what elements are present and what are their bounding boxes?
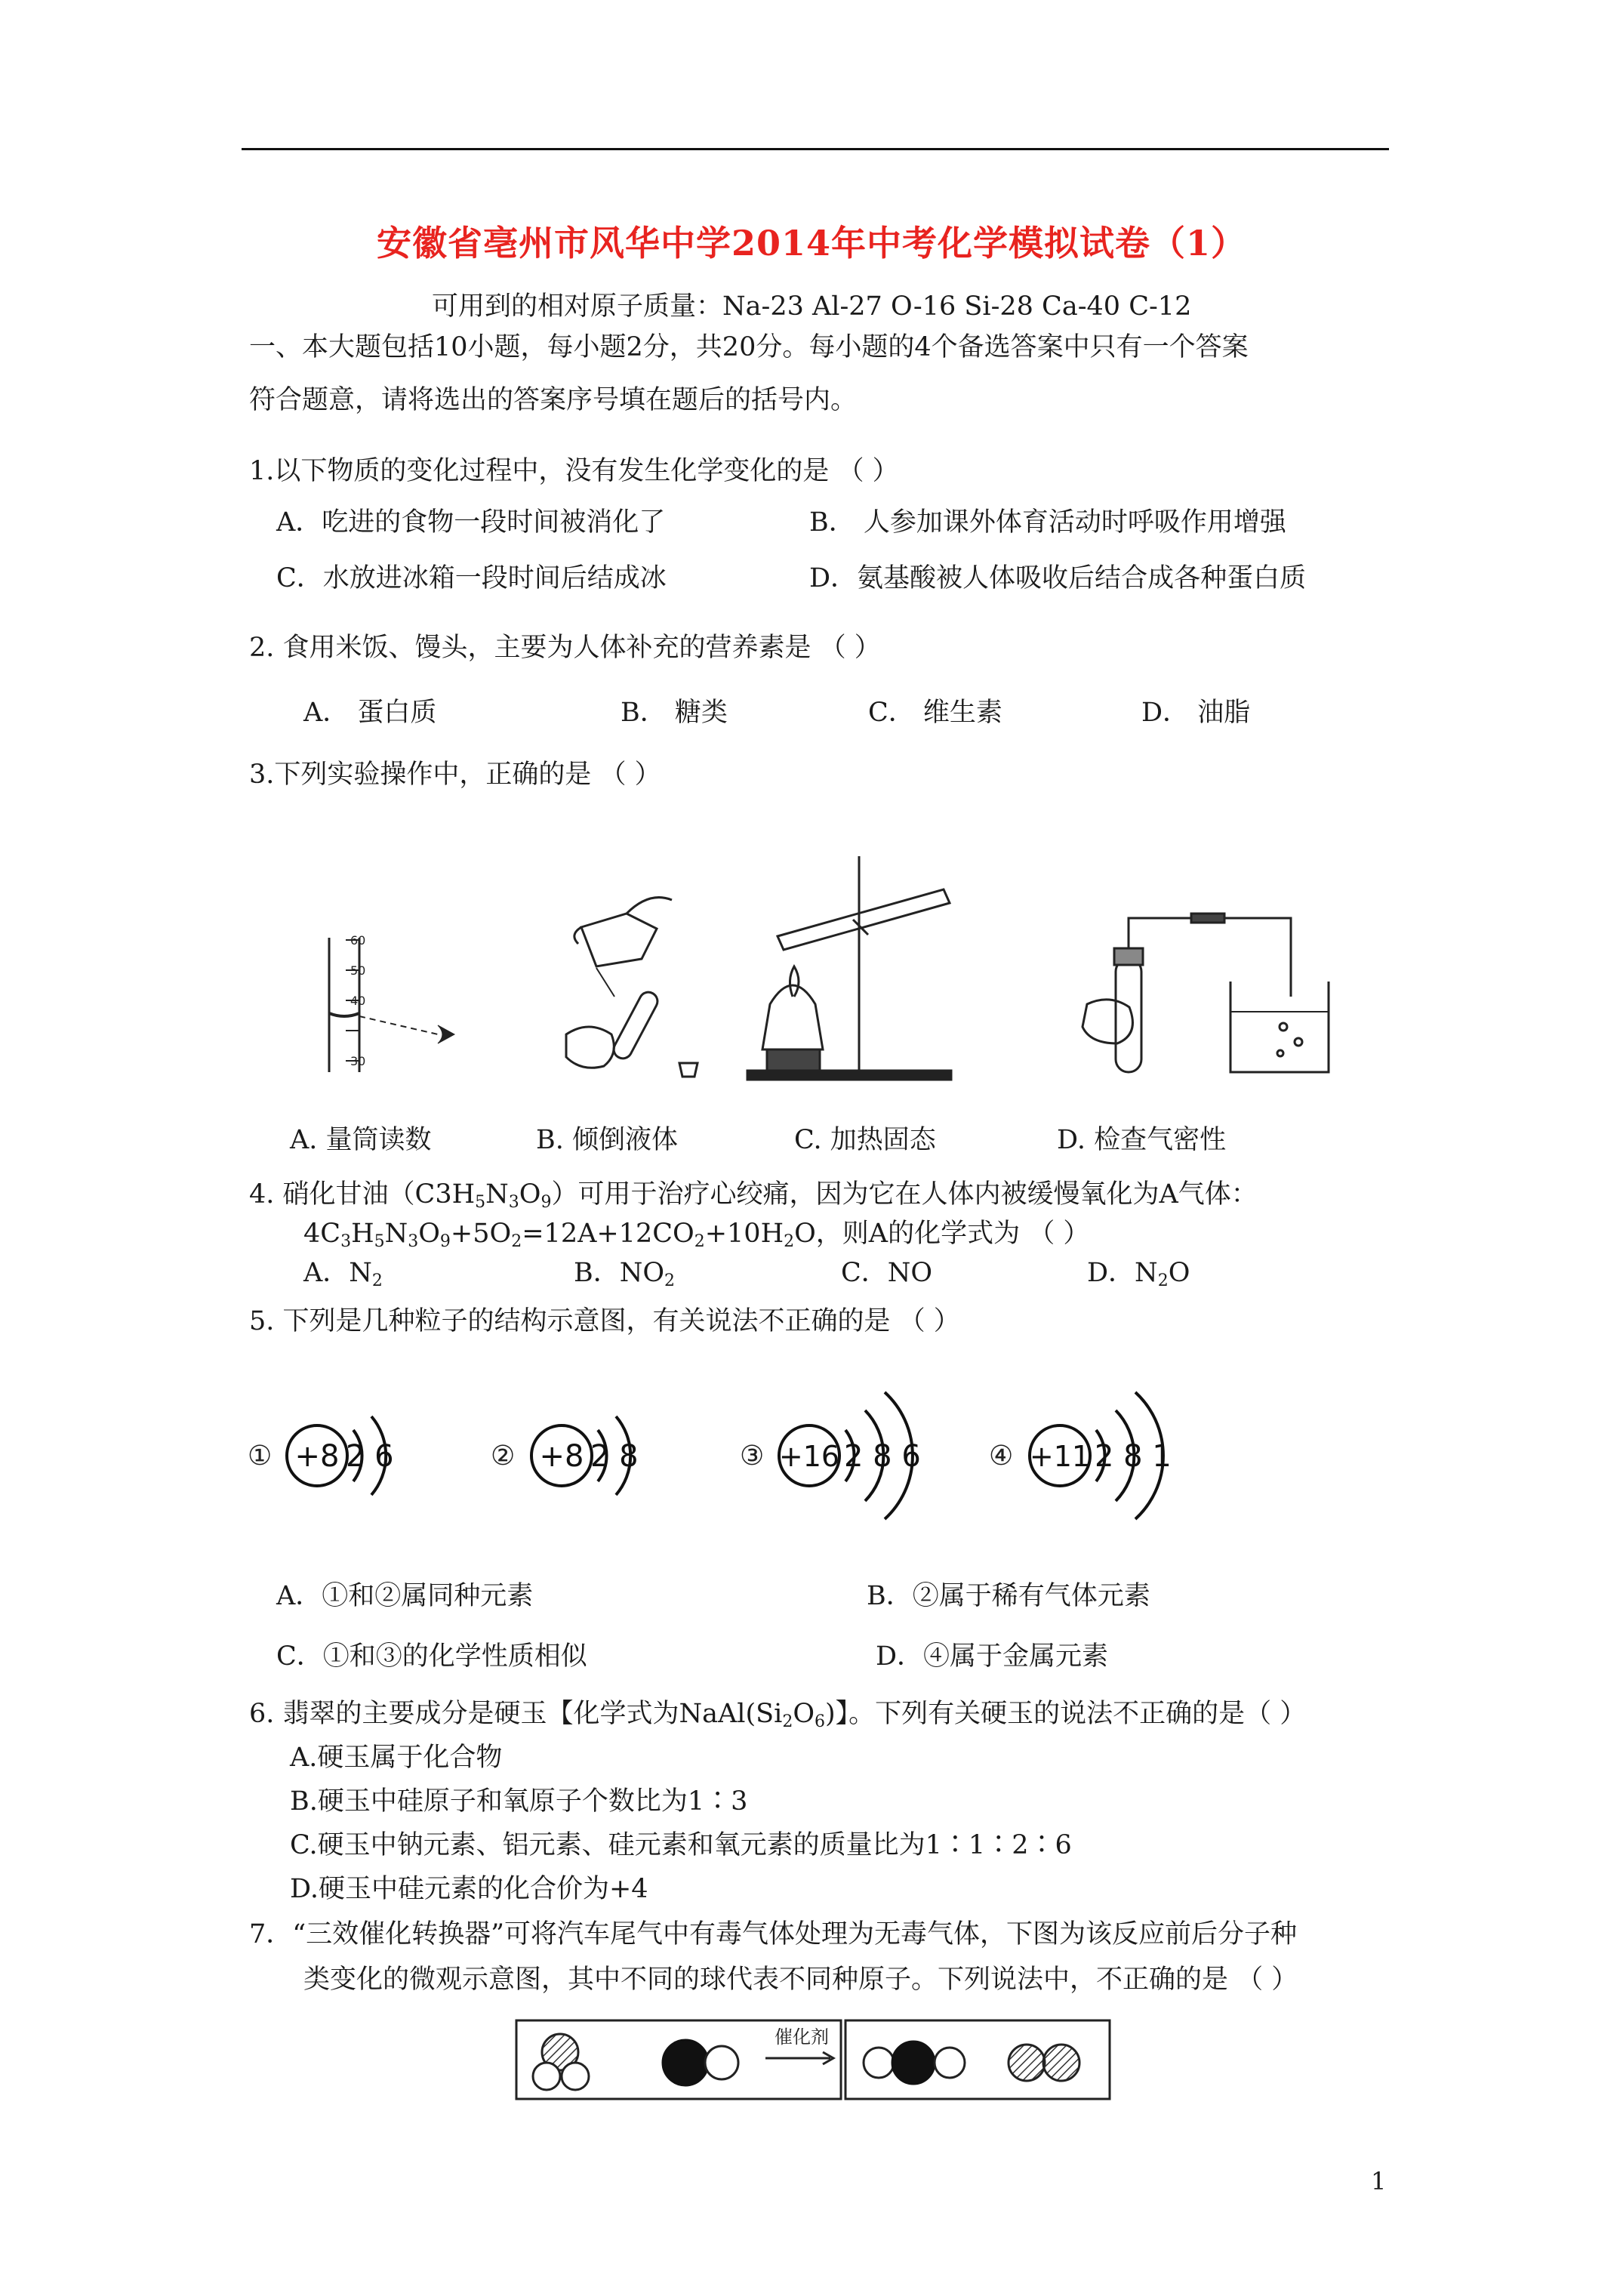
q3-apparatus-figure	[249, 846, 1366, 1095]
particle-structure-4	[989, 1392, 1172, 1519]
q6-option-c: C.硬玉中钠元素、铝元素、硅元素和氧元素的质量比为1∶1∶2∶6	[290, 1830, 1072, 1860]
q1-stem: 1.以下物质的变化过程中，没有发生化学变化的是 （ ）	[249, 456, 899, 486]
svg-text:2 8: 2 8	[590, 1439, 639, 1474]
q5-option-c: C．①和③的化学性质相似	[276, 1641, 587, 1672]
q5-option-a: A．①和②属同种元素	[276, 1581, 534, 1611]
q1-option-a: A．吃进的食物一段时间被消化了	[276, 507, 666, 538]
svg-text:+11: +11	[1029, 1440, 1091, 1473]
q2-option-a: A． 蛋白质	[303, 698, 437, 728]
q5-atomic-structures-figure	[242, 1367, 1223, 1548]
q4-option-a: A．$N_2$	[303, 1258, 383, 1290]
svg-text:③: ③	[740, 1441, 765, 1472]
svg-text:+8: +8	[294, 1439, 340, 1474]
svg-text:+8: +8	[539, 1439, 584, 1474]
cylinder-tick-40: 40	[350, 994, 366, 1008]
atomic-masses: 可用到的相对原子质量：Na-23 Al-27 O-16 Si-28 Ca-40 C-12	[432, 291, 1192, 322]
q4-option-b: B．$NO_2$	[574, 1258, 676, 1290]
q1-option-c: C．水放进冰箱一段时间后结成冰	[276, 563, 667, 593]
page-title: 安徽省亳州市风华中学2014年中考化学模拟试卷（1）	[376, 223, 1247, 264]
header-rule	[242, 148, 1389, 150]
q6-option-b: B.硬玉中硅原子和氧原子个数比为1∶3	[290, 1786, 748, 1817]
q5-stem: 5. 下列是几种粒子的结构示意图，有关说法不正确的是 （ ）	[249, 1306, 960, 1336]
cylinder-tick-50: 50	[350, 963, 366, 978]
q3-option-d: D. 检查气密性	[1057, 1125, 1227, 1155]
q3-option-a: A. 量筒读数	[290, 1125, 432, 1155]
svg-text:+16: +16	[778, 1440, 840, 1473]
section-instructions-line2: 符合题意，请将选出的答案序号填在题后的括号内。	[249, 385, 858, 415]
q4-equation: $4C_3H_5N_3O_9+5O_2=12A+12CO_2+10H_2O$，则A的化学式为 （ ）	[303, 1219, 1090, 1251]
q3-option-b: B. 倾倒液体	[536, 1125, 678, 1155]
pouring-liquid-diagram	[566, 898, 698, 1077]
q1-option-d: D．氨基酸被人体吸收后结合成各种蛋白质	[809, 563, 1307, 593]
q5-option-d: D．④属于金属元素	[876, 1641, 1109, 1672]
q7-stem-line1: 7．“三效催化转换器”可将汽车尾气中有毒气体处理为无毒气体，下图为该反应前后分子种	[249, 1919, 1298, 1949]
q2-option-c: C． 维生素	[868, 698, 1002, 728]
q7-stem-line2: 类变化的微观示意图，其中不同的球代表不同种原子。下列说法中，不正确的是 （ ）	[303, 1965, 1298, 1995]
q7-reaction-diagram	[513, 2008, 1117, 2106]
product-molecules	[864, 2042, 1079, 2084]
cylinder-tick-60: 60	[350, 933, 366, 948]
section-instructions-line1: 一、本大题包括10小题，每小题2分，共20分。每小题的4个备选答案中只有一个答案	[249, 332, 1249, 362]
svg-text:2 8 1: 2 8 1	[1095, 1439, 1172, 1474]
graduated-cylinder-diagram	[329, 938, 454, 1072]
q2-option-b: B． 糖类	[621, 698, 728, 728]
svg-text:2 8 6: 2 8 6	[844, 1439, 921, 1474]
q1-option-b: B． 人参加课外体育活动时呼吸作用增强	[809, 507, 1286, 538]
reactant-molecules	[533, 2034, 738, 2090]
svg-text:④: ④	[989, 1441, 1014, 1472]
svg-text:②: ②	[491, 1441, 516, 1472]
q3-stem: 3.下列实验操作中，正确的是 （ ）	[249, 760, 661, 790]
particle-structure-1	[248, 1416, 394, 1495]
q3-option-c: C. 加热固态	[794, 1125, 936, 1155]
airtightness-check-diagram	[1083, 914, 1329, 1072]
heating-solid-diagram	[747, 856, 951, 1080]
cylinder-tick-30: 30	[350, 1054, 366, 1068]
page-number: 1	[1371, 2167, 1387, 2196]
q2-option-d: D． 油脂	[1141, 698, 1251, 728]
q2-stem: 2. 食用米饭、馒头，主要为人体补充的营养素是 （ ）	[249, 633, 881, 663]
svg-text:2 6: 2 6	[346, 1439, 394, 1474]
q4-stem: 4. 硝化甘油$(C3H_5N_3O_9)$可用于治疗心绞痛，因为它在人体内被缓慢氧化为A气体：	[249, 1179, 1258, 1212]
particle-structure-3	[740, 1392, 921, 1519]
q6-option-a: A.硬玉属于化合物	[290, 1743, 503, 1773]
q4-option-d: D．$N_2O$	[1087, 1258, 1190, 1290]
q5-option-b: B．②属于稀有气体元素	[867, 1581, 1150, 1611]
q4-option-c: C．NO	[841, 1258, 933, 1288]
q6-option-d: D.硬玉中硅元素的化合价为+4	[290, 1874, 648, 1904]
catalyst-label: 催化剂	[775, 2026, 829, 2048]
particle-structure-2	[491, 1416, 639, 1495]
q6-stem: 6. 翡翠的主要成分是硬玉【化学式为$NaAl(Si_2O_6)$】。下列有关硬玉的说法不正确的是（ ）	[249, 1699, 1307, 1731]
svg-text:①: ①	[248, 1441, 273, 1472]
